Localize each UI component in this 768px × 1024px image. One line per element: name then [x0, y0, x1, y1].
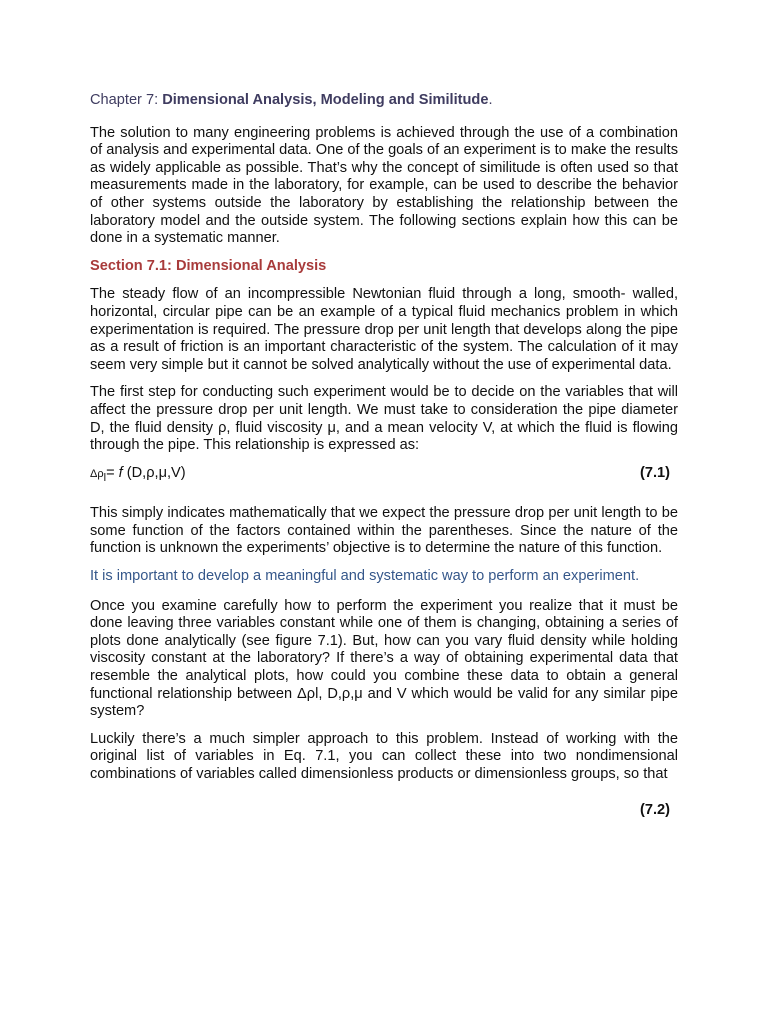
- equation-7-2-number: (7.2): [639, 801, 670, 818]
- equation-lhs-subscript: l: [103, 471, 107, 484]
- callout-text: It is important to develop a meaningful and systematic way to perform an experiment.: [90, 567, 640, 584]
- chapter-suffix: .: [488, 92, 493, 108]
- equation-arguments: (D,ρ,μ,V): [122, 464, 186, 481]
- intro-paragraph: The solution to many engineering problems is achieved through the use of a combination of analysis and experimental data. One of the goals of an experiment is to make the results as widely applicable as possible. That’s why the concept of similitude is often used so that measurements made in the laboratory, for example, can be used to describe the behavior of other systems outside the laboratory by establishing the relationship between the laboratory model and the outside system. The following sections explain how this can be done in a systematic manner.: [90, 124, 678, 247]
- equation-7-1-number: (7.1): [639, 464, 670, 481]
- chapter-heading: [90, 92, 678, 110]
- paragraph-experiment-approach: Once you examine carefully how to perform the experiment you realize that it must be done leaving three variables constant while one of them is changing, obtaining a series of plots done analytically (see figure 7.1). But, how can you vary fluid density while holding viscosity constant at the laboratory? If there’s a way of obtaining experimental data that resemble the analytical plots, how could you combine these data to obtain a general functional relationship between Δρl, D,ρ,μ and V which would be valid for any similar pipe system?: [90, 597, 678, 720]
- equation-7-1: [90, 465, 678, 488]
- equation-lhs: Δρ: [90, 467, 104, 480]
- equation-equals: =: [106, 464, 119, 481]
- document-body: [90, 92, 678, 819]
- paragraph-function-meaning: This simply indicates mathematically that we expect the pressure drop per unit length to be some function of the factors contained within the parentheses. Since the nature of the function is unknown the experiments’ objective is to determine the nature of this function.: [90, 505, 678, 557]
- paragraph-pipe-flow: The steady flow of an incompressible Newtonian fluid through a long, smooth- walled, horizontal, circular pipe can be an example of a typical fluid mechanics problem in which experimentation is required. The pressure drop per unit length that develops along the pipe as a result of friction is an important characteristic of the system. The calculation of it may seem very simple but it cannot be solved analytically without the use of experimental data.: [90, 286, 678, 373]
- chapter-title: Dimensional Analysis, Modeling and Similitude: [162, 92, 489, 108]
- equation-7-1-expression: [90, 465, 186, 488]
- equation-function: f: [118, 464, 123, 481]
- section-heading: Section 7.1: Dimensional Analysis: [90, 257, 327, 274]
- paragraph-dimensionless-groups: Luckily there’s a much simpler approach to this problem. Instead of working with the original list of variables in Eq. 7.1, you can collect these into two nondimensional combinations of variables called dimensionless products or dimensionless groups, so that: [90, 730, 678, 782]
- chapter-prefix: Chapter 7:: [90, 92, 163, 108]
- paragraph-variables: The first step for conducting such experiment would be to decide on the variables that will affect the pressure drop per unit length. We must take to consideration the pipe diameter D, the fluid density ρ, fluid viscosity μ, and a mean velocity V, at which the fluid is flowing through the pipe. This relationship is expressed as:: [90, 384, 678, 454]
